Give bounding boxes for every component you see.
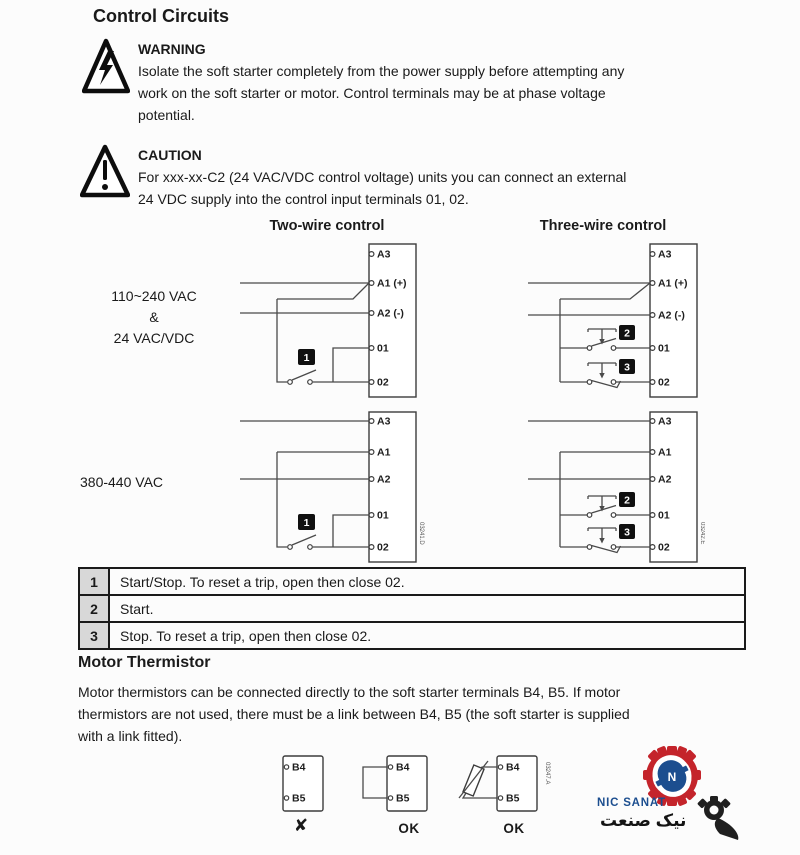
table-row xyxy=(79,568,745,595)
terminal-label: A3 xyxy=(658,415,672,428)
terminal-label: 02 xyxy=(658,541,670,554)
terminal-label: 01 xyxy=(658,509,670,522)
table-row xyxy=(79,622,745,649)
terminal-label: A2 (-) xyxy=(658,309,685,322)
voltage-label-top: 110~240 VAC & 24 VAC/VDC xyxy=(111,288,197,346)
terminal-label: B5 xyxy=(292,792,306,805)
three-wire-column-header: Three-wire control xyxy=(539,218,667,234)
nic-sanat-gear-icon xyxy=(592,740,764,852)
table-row xyxy=(79,595,745,622)
figure-code: 03247.A xyxy=(544,762,550,785)
terminal-label: A3 xyxy=(377,415,391,428)
terminal-label: 01 xyxy=(377,342,389,355)
legend-number: 3 xyxy=(79,622,109,649)
legend-description: Start. xyxy=(109,595,745,622)
legend-description: Start/Stop. To reset a trip, open then close 02. xyxy=(109,568,745,595)
switch-number: 3 xyxy=(624,526,630,539)
logo-name-en: NIC SANAT xyxy=(597,797,666,809)
terminal-label: 02 xyxy=(377,541,389,554)
switch-number: 2 xyxy=(624,494,630,507)
switch-number: 1 xyxy=(303,517,310,529)
legend-number: 1 xyxy=(79,568,109,595)
ok-mark: OK xyxy=(398,821,420,836)
terminal-label: B4 xyxy=(506,761,520,774)
warning-text-line: Isolate the soft starter completely from the power supply before attempting any xyxy=(138,63,625,79)
switch-number: 2 xyxy=(624,327,630,340)
thermistor-text xyxy=(78,681,630,747)
terminal-label: A1 (+) xyxy=(658,277,688,290)
two-wire-bottom-diagram xyxy=(235,410,430,568)
terminal-label: B4 xyxy=(396,761,410,774)
warning-triangle-icon xyxy=(82,38,130,96)
terminal-label: 01 xyxy=(377,509,389,522)
terminal-label: 02 xyxy=(377,376,389,389)
terminal-label: A3 xyxy=(658,248,672,261)
warning-text-line: work on the soft starter or motor. Control terminals may be at phase voltage xyxy=(138,85,606,101)
terminal-label: B5 xyxy=(506,792,520,805)
warning-heading: WARNING xyxy=(138,41,206,57)
two-wire-top-diagram xyxy=(235,240,430,405)
switch-legend-table xyxy=(78,567,746,650)
logo-name-fa: نیک صنعت xyxy=(600,811,687,830)
caution-text-line: For xxx-xx-C2 (24 VAC/VDC control voltage) units you can connect an external xyxy=(138,169,627,185)
terminal-label: A2 (-) xyxy=(377,307,404,320)
thermistor-text-line: Motor thermistors can be connected directly to the soft starter terminals B4, B5. If motor xyxy=(78,684,621,700)
figure-code: 03242.E xyxy=(699,522,705,545)
warning-text xyxy=(138,60,624,126)
thermistor-text-line: with a link fitted). xyxy=(78,728,183,744)
thermistor-heading: Motor Thermistor xyxy=(78,654,211,671)
terminal-label: A1 xyxy=(658,446,672,459)
two-wire-column-header: Two-wire control xyxy=(269,218,385,234)
ok-mark: OK xyxy=(503,821,525,836)
terminal-label: B4 xyxy=(292,761,306,774)
thermistor-text-line: thermistors are not used, there must be a link between B4, B5 (the soft starter is supplied xyxy=(78,706,630,722)
warning-text-line: potential. xyxy=(138,107,195,123)
terminal-label: A2 xyxy=(658,473,672,486)
not-allowed-mark: ✘ xyxy=(293,816,309,835)
terminal-label: A1 xyxy=(377,446,391,459)
caution-text-line: 24 VDC supply into the control input terminals 01, 02. xyxy=(138,191,469,207)
voltage-label-bottom: 380-440 VAC xyxy=(80,474,164,490)
nic-sanat-logo xyxy=(592,740,764,852)
switch-number: 1 xyxy=(303,352,310,364)
caution-heading: CAUTION xyxy=(138,147,202,163)
terminal-label: 01 xyxy=(658,342,670,355)
figure-code: 03241.D xyxy=(418,522,424,545)
terminal-label: A2 xyxy=(377,473,391,486)
switch-number: 3 xyxy=(624,361,630,374)
three-wire-bottom-diagram xyxy=(505,410,705,568)
svg-text:N: N xyxy=(667,770,677,784)
terminal-label: A3 xyxy=(377,248,391,261)
legend-description: Stop. To reset a trip, open then close 02. xyxy=(109,622,745,649)
legend-number: 2 xyxy=(79,595,109,622)
terminal-label: 02 xyxy=(658,376,670,389)
caution-triangle-icon xyxy=(80,144,130,200)
terminal-label: A1 (+) xyxy=(377,277,407,290)
three-wire-top-diagram xyxy=(505,240,705,405)
terminal-label: B5 xyxy=(396,792,410,805)
page-title: Control Circuits xyxy=(93,6,230,26)
caution-text xyxy=(138,166,626,210)
